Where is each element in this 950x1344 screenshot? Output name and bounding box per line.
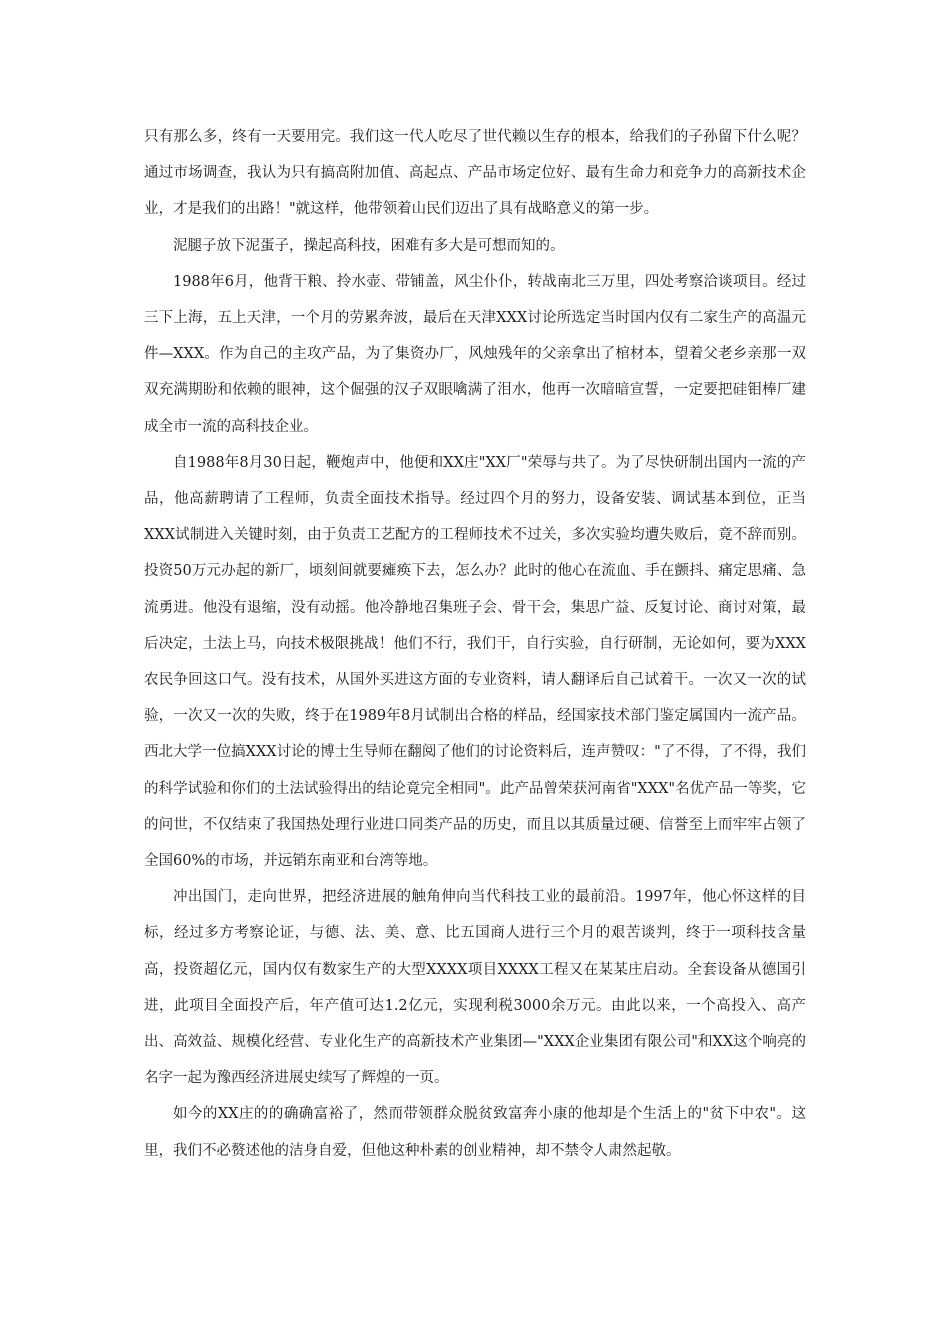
document-body xyxy=(144,119,806,1169)
paragraph-3: 1988年6月，他背干粮、拎水壶、带铺盖，风尘仆仆，转战南北三万里，四处考察洽谈项目。经过三下上海，五上天津，一个月的劳累奔波，最后在天津XXX讨论所选定当时国内仅有二家生产的高温元件—XXX。作为自己的主攻产品，为了集资办厂，风烛残年的父亲拿出了棺材本，望着父老乡亲那一双双充满期盼和依赖的眼神，这个倔强的汉子双眼噙满了泪水，他再一次暗暗宣誓，一定要把硅钼棒厂建成全市一流的高科技企业。 xyxy=(144,273,806,435)
paragraph-2: 泥腿子放下泥蛋子，操起高科技，困难有多大是可想而知的。 xyxy=(173,237,565,254)
paragraph-6: 如今的XX庄的的确确富裕了，然而带领群众脱贫致富奔小康的他却是个生活上的"贫下中农"。这里，我们不必赘述他的洁身自爱，但他这种朴素的创业精神，却不禁令人肃然起敬。 xyxy=(144,1106,806,1159)
paragraph-5: 冲出国门，走向世界，把经济进展的触角伸向当代科技工业的最前沿。1997年，他心怀这样的目标，经过多方考察论证，与德、法、美、意、比五国商人进行三个月的艰苦谈判，终于一项科技含量高，投资超亿元，国内仅有数家生产的大型XXXX项目XXXX工程又在某某庄启动。全套设备从德国引进，此项目全面投产后，年产值可达1.2亿元，实现利税3000余万元。由此以来，一个高投入、高产出、高效益、规模化经营、专业化生产的高新技术产业集团—"XXX企业集团有限公司"和XX这个响亮的名字一起为豫西经济进展史续写了辉煌的一页。 xyxy=(144,889,806,1087)
paragraph-1: 只有那么多，终有一天要用完。我们这一代人吃尽了世代赖以生存的根本，给我们的子孙留下什么呢？通过市场调查，我认为只有搞高附加值、高起点、产品市场定位好、最有生命力和竞争力的高新技术企业，才是我们的出路！"就这样，他带领着山民们迈出了具有战略意义的第一步。 xyxy=(144,129,806,218)
paragraph-4: 自1988年8月30日起，鞭炮声中，他便和XX庄"XX厂"荣辱与共了。为了尽快研制出国内一流的产品，他高薪聘请了工程师，负责全面技术指导。经过四个月的努力，设备安装、调试基本到位，正当XXX试制进入关键时刻，由于负责工艺配方的工程师技术不过关，多次实验均遭失败后，竟不辞而别。投资50万元办起的新厂，顷刻间就要瘫痪下去，怎么办？此时的他心在流血、手在颤抖、痛定思痛、急流勇进。他没有退缩，没有动摇。他冷静地召集班子会、骨干会，集思广益、反复讨论、商讨对策，最后决定，土法上马，向技术极限挑战！他们不行，我们干，自行实验，自行研制，无论如何，要为XXX农民争回这口气。没有技术，从国外买进这方面的专业资料，请人翻译后自己试着干。一次又一次的试验，一次又一次的失败，终于在1989年8月试制出合格的样品，经国家技术部门鉴定属国内一流产品。西北大学一位搞XXX讨论的博士生导师在翻阅了他们的讨论资料后，连声赞叹："了不得，了不得，我们的科学试验和你们的土法试验得出的结论竟完全相同"。此产品曾荣获河南省"XXX"名优产品一等奖，它的问世，不仅结束了我国热处理行业进口同类产品的历史，而且以其质量过硬、信誉至上而牢牢占领了全国60%的市场，并远销东南亚和台湾等地。 xyxy=(144,454,806,870)
